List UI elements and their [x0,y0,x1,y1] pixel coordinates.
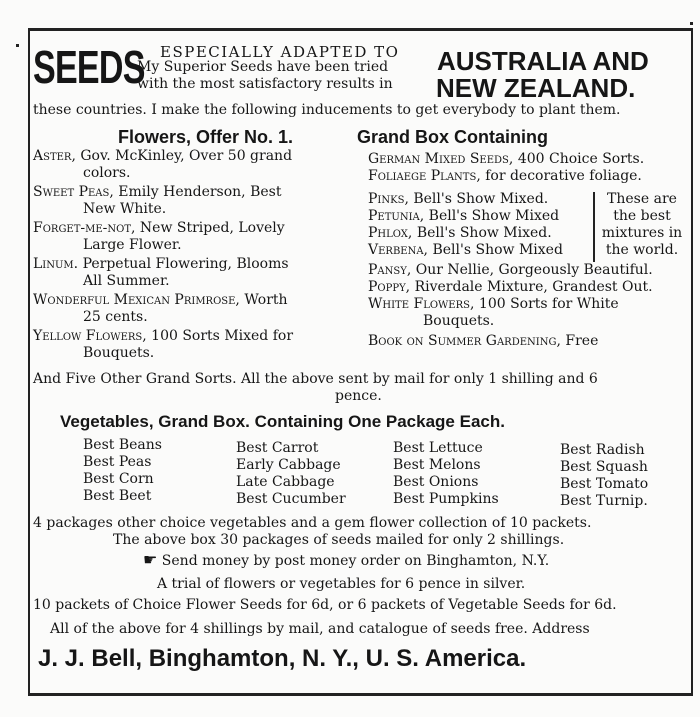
flower-name: Wonderful Mexican Primrose, [33,292,240,308]
flowers-right-column-2 [368,262,693,350]
flower-entry [33,148,353,182]
flower-name: Phlox, [368,225,413,241]
flower-entry [368,151,690,168]
flower-desc-cont: colors. [83,165,131,181]
flower-desc: Our Nellie, Gorgeously Beautiful. [415,262,653,278]
veg-item: Best Pumpkins [393,491,499,507]
bracket-divider [593,192,595,262]
flower-name: Pinks, [368,191,409,207]
veg-column [560,442,648,510]
flower-desc: Free [565,333,599,349]
flower-name: White Flowers, [368,296,475,312]
flower-desc-cont: 25 cents. [83,309,148,325]
flower-entry [33,292,353,326]
flower-desc: Bell's Show Mixed. [413,191,549,207]
flower-name: German Mixed Seeds, [368,151,514,167]
intro-line-2: with the most satisfactory results in [137,76,393,92]
corner-mark [16,44,19,47]
flowers-right-column [368,151,690,185]
flower-desc-cont: All Summer. [83,273,170,289]
mixtures-note [596,191,688,259]
flower-desc-cont: Bouquets. [423,313,495,329]
flower-entry [368,333,693,350]
flowers-left-column [33,148,353,362]
pointing-hand-icon: ☛ [143,550,158,569]
flower-desc: for decorative foliage. [485,168,642,184]
flower-desc: Gov. McKinley, Over 50 grand [80,148,293,164]
seeds-title: SEEDS [33,41,145,93]
flower-desc: Bell's Show Mixed. [416,225,552,241]
flower-name: Linum. [33,256,79,272]
flower-desc: Riverdale Mixture, Grandest Out. [414,279,653,295]
flower-name: Forget-me-not, [33,220,136,236]
veg-item: Best Squash [560,459,648,475]
note-line: mixtures in [601,225,683,241]
flower-entry [33,328,353,362]
flower-name: Poppy, [368,279,411,295]
veg-item: Best Lettuce [393,440,483,456]
note-line: These are [607,191,677,207]
flower-name: Petunia, [368,208,425,224]
corner-mark [690,22,693,25]
flower-desc: New Striped, Lovely [139,220,285,236]
signature-address: J. J. Bell, Binghamton, N. Y., U. S. America. [38,645,527,672]
note-line: the world. [605,242,679,258]
grand-box-heading: Grand Box Containing [357,127,548,147]
veg-item: Best Melons [393,457,481,473]
note-line: the best [613,208,671,224]
veg-line-1: 4 packages other choice vegetables and a gem flower collection of 10 packets. [33,515,592,531]
flower-entry [368,279,693,296]
flower-desc: Perpetual Flowering, Blooms [82,256,289,272]
veg-column [236,440,346,508]
veg-item: Best Peas [83,454,152,470]
flower-desc: Worth [244,292,288,308]
veg-item: Best Beans [83,437,162,453]
veg-item: Best Cucumber [236,491,346,507]
veg-item: Best Tomato [560,476,649,492]
veg-column [83,437,162,505]
flowers-heading: Flowers, Offer No. 1. [118,127,294,147]
flower-desc-cont: Bouquets. [83,345,155,361]
intro-line-3: these countries. I make the following inducements to get everybody to plant them. [33,102,621,118]
veg-item: Best Radish [560,442,645,458]
flower-entry [368,296,693,330]
flower-entry [33,184,353,218]
flower-name: Yellow Flowers, [33,328,147,344]
flower-name: Foliaege Plants, [368,168,481,184]
veg-item: Early Cabbage [236,457,341,473]
flower-desc: 100 Sorts for White [478,296,619,312]
veg-item: Best Beet [83,488,152,504]
flower-desc-cont: Large Flower. [83,237,182,253]
new-zealand-heading: NEW ZEALAND. [436,73,636,103]
flower-desc: Bell's Show Mixed [432,242,563,258]
veg-line-6: All of the above for 4 shillings by mail, and catalogue of seeds free. Address [50,621,590,637]
flower-name: Aster, [33,148,76,164]
veg-column [393,440,499,508]
veg-item: Late Cabbage [236,474,335,490]
flower-desc: 400 Choice Sorts. [517,151,645,167]
flowers-footer-1: And Five Other Grand Sorts. All the above sent by mail for only 1 shilling and 6 [33,371,598,387]
veg-item: Best Turnip. [560,493,648,509]
flower-desc-cont: New White. [83,201,167,217]
flower-name: Pansy, [368,262,412,278]
veg-item: Best Onions [393,474,479,490]
veg-line-5: 10 packets of Choice Flower Seeds for 6d, or 6 packets of Vegetable Seeds for 6d. [33,597,617,613]
flowers-footer-2: pence. [335,388,382,404]
especially-adapted: ESPECIALLY ADAPTED TO [160,43,400,61]
veg-item: Best Corn [83,471,154,487]
flower-entry [33,220,353,254]
bottom-rule [28,693,693,696]
flower-name: Sweet Peas, [33,184,114,200]
flower-entry [368,262,693,279]
veg-line-3-text: Send money by post money order on Binghamton, N.Y. [161,553,550,569]
australia-heading: AUSTRALIA AND [437,46,649,76]
flower-name: Verbena, [368,242,429,258]
vegetables-heading: Vegetables, Grand Box. Containing One Package Each. [60,412,505,431]
flower-entry [33,256,353,290]
flower-desc: Bell's Show Mixed [428,208,560,224]
flower-name: Book on Summer Gardening, [368,333,561,349]
veg-line-3 [143,551,549,570]
veg-line-4: A trial of flowers or vegetables for 6 pence in silver. [157,576,526,592]
veg-line-2: The above box 30 packages of seeds mailed for only 2 shillings. [113,532,565,548]
flower-desc: 100 Sorts Mixed for [151,328,294,344]
veg-item: Best Carrot [236,440,319,456]
flower-desc: Emily Henderson, Best [118,184,282,200]
intro-line-1: My Superior Seeds have been tried [137,59,389,75]
flower-entry [368,168,690,185]
